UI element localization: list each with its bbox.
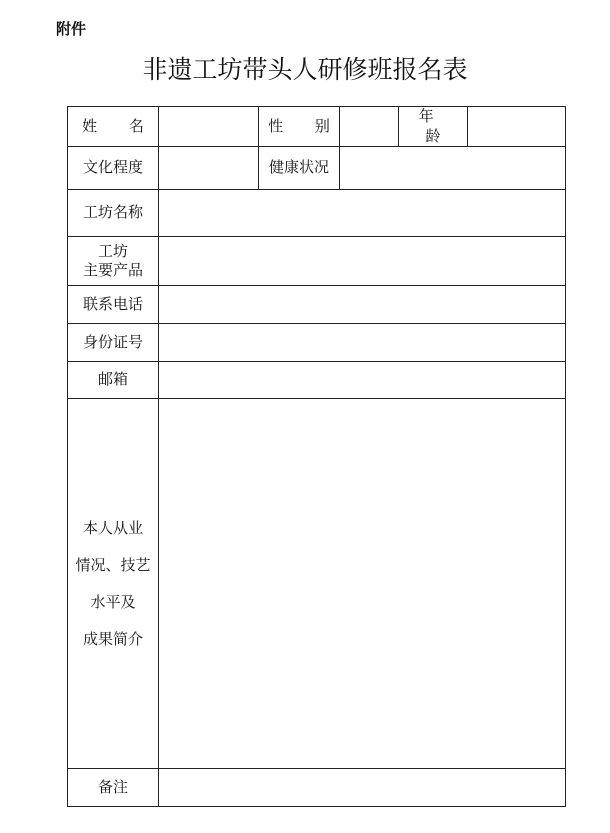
id-number-label: 身份证号 — [68, 324, 159, 362]
name-label: 姓 名 — [68, 107, 159, 147]
id-number-field[interactable] — [159, 324, 566, 362]
workshop-name-label: 工坊名称 — [68, 190, 159, 237]
row-email — [68, 362, 566, 399]
row-phone — [68, 286, 566, 324]
registration-form-table — [67, 106, 566, 807]
education-field[interactable] — [159, 147, 259, 190]
education-label: 文化程度 — [68, 147, 159, 190]
health-label: 健康状况 — [259, 147, 340, 190]
row-intro — [68, 399, 566, 769]
attachment-label: 附件 — [56, 20, 87, 38]
row-basic-info — [68, 107, 566, 147]
gender-label: 性 别 — [259, 107, 340, 147]
health-field[interactable] — [340, 147, 566, 190]
gender-field[interactable] — [340, 107, 399, 147]
intro-field[interactable] — [159, 399, 566, 769]
main-products-field[interactable] — [159, 237, 566, 286]
row-main-products — [68, 237, 566, 286]
main-products-label: 工坊 主要产品 — [68, 237, 159, 286]
phone-field[interactable] — [159, 286, 566, 324]
intro-label: 本人从业 情况、技艺 水平及 成果简介 — [68, 399, 159, 769]
email-label: 邮箱 — [68, 362, 159, 399]
age-label: 年 龄 — [399, 107, 468, 147]
remarks-field[interactable] — [159, 769, 566, 807]
page-title: 非遗工坊带头人研修班报名表 — [142, 55, 468, 84]
phone-label: 联系电话 — [68, 286, 159, 324]
name-field[interactable] — [159, 107, 259, 147]
email-field[interactable] — [159, 362, 566, 399]
row-workshop-name — [68, 190, 566, 237]
remarks-label: 备注 — [68, 769, 159, 807]
row-education-health — [68, 147, 566, 190]
workshop-name-field[interactable] — [159, 190, 566, 237]
age-field[interactable] — [468, 107, 566, 147]
row-remarks — [68, 769, 566, 807]
row-id-number — [68, 324, 566, 362]
